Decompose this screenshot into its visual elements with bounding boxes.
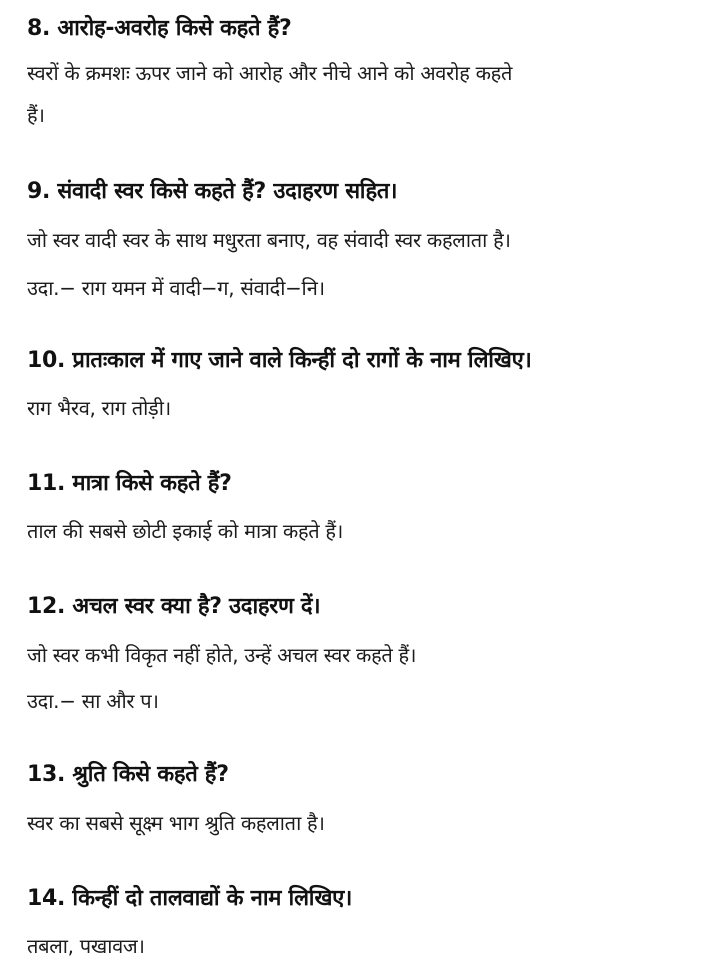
question-12: 12. अचल स्वर क्या है? उदाहरण दें।: [27, 594, 321, 619]
answer-12-line-1: जो स्वर कभी विकृत नहीं होते, उन्हें अचल स्वर कहते हैं।: [27, 643, 417, 667]
answer-9-line-1: जो स्वर वादी स्वर के साथ मधुरता बनाए, वह संवादी स्वर कहलाता है।: [27, 228, 511, 252]
answer-14-line-1: तबला, पखावज।: [27, 934, 145, 958]
answer-12-line-2: उदा.− सा और प।: [27, 689, 159, 713]
answer-8-line-1: स्वरों के क्रमशः ऊपर जाने को आरोह और नीचे आने को अवरोह कहते: [27, 61, 513, 85]
answer-13-line-1: स्वर का सबसे सूक्ष्म भाग श्रुति कहलाता है।: [27, 811, 325, 835]
answer-8-line-2: हैं।: [27, 103, 45, 127]
answer-9-line-2: उदा.− राग यमन में वादी−ग, संवादी−नि।: [27, 276, 325, 300]
question-13: 13. श्रुति किसे कहते हैं?: [27, 762, 229, 787]
question-9: 9. संवादी स्वर किसे कहते हैं? उदाहरण सहित।: [27, 179, 398, 204]
answer-10-line-1: राग भैरव, राग तोड़ी।: [27, 396, 171, 420]
question-8: 8. आरोह-अवरोह किसे कहते हैं?: [27, 16, 292, 41]
question-11: 11. मात्रा किसे कहते हैं?: [27, 471, 232, 496]
answer-11-line-1: ताल की सबसे छोटी इकाई को मात्रा कहते हैं।: [27, 519, 344, 543]
question-14: 14. किन्हीं दो तालवाद्यों के नाम लिखिए।: [27, 886, 353, 911]
question-10: 10. प्रातःकाल में गाए जाने वाले किन्हीं दो रागों के नाम लिखिए।: [27, 348, 532, 373]
